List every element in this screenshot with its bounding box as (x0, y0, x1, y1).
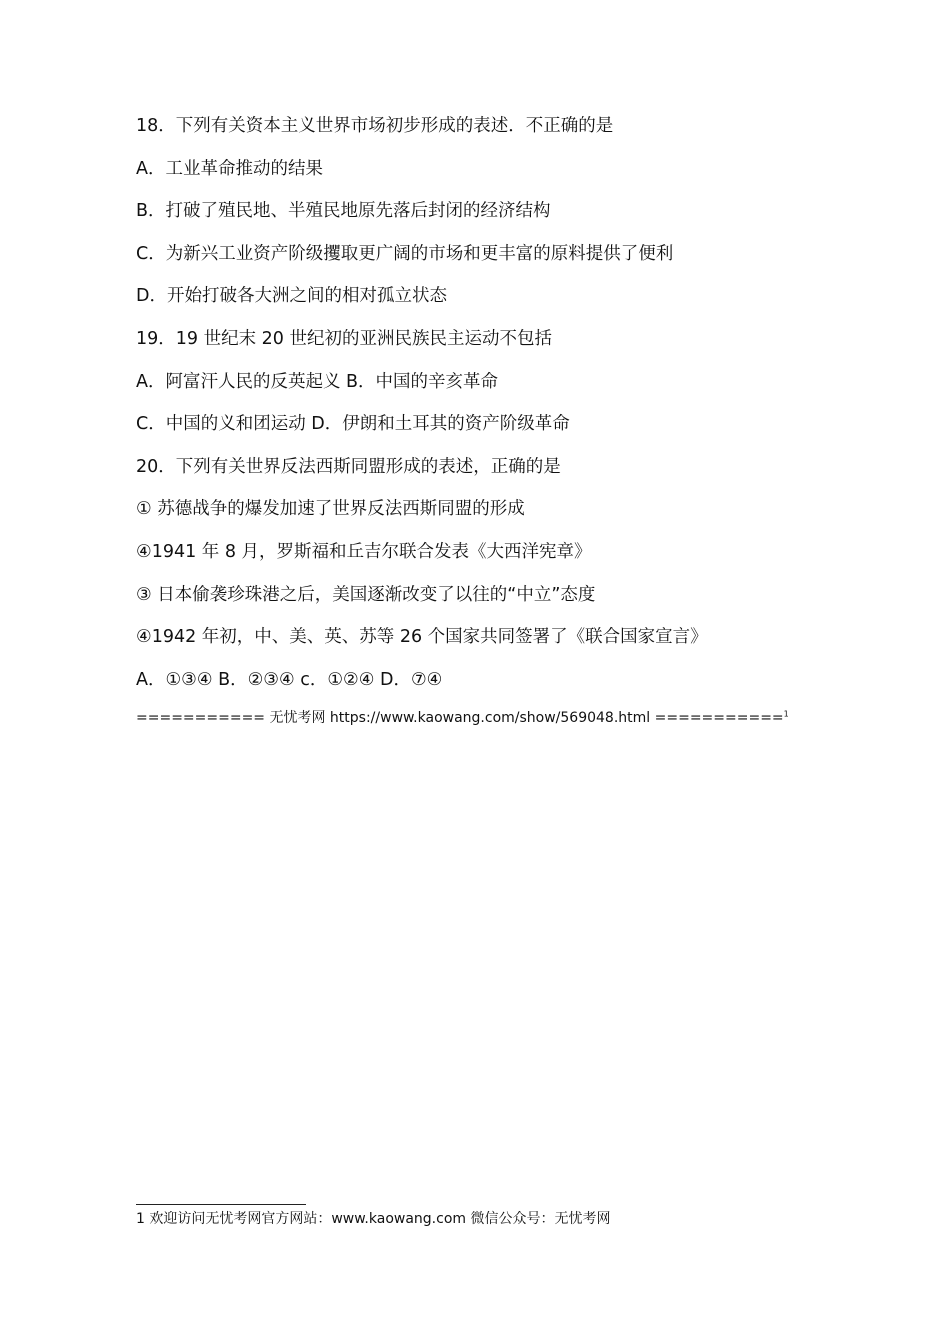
question-20-options: A．①③④ B．②③④ c．①②④ D．⑦④ (136, 669, 443, 690)
question-20-statement-3: ③ 日本偷袭珍珠港之后，美国逐渐改变了以往的“中立”态度 (136, 584, 596, 605)
footnote-text: 1 欢迎访问无忧考网官方网站：www.kaowang.com 微信公众号：无忧考网 (136, 1211, 611, 1227)
question-20-statement-2: ④1941 年 8 月，罗斯福和丘吉尔联合发表《大西洋宪章》 (136, 541, 592, 562)
question-18-stem: 18．下列有关资本主义世界市场初步形成的表述．不正确的是 (136, 116, 614, 136)
question-19-stem: 19．19 世纪末 20 世纪初的亚洲民族民主运动不包括 (136, 328, 552, 349)
source-link-line (136, 708, 789, 728)
question-19-options-ab: A．阿富汗人民的反英起义 B．中国的辛亥革命 (136, 371, 499, 392)
question-20-statement-1: ① 苏德战争的爆发加速了世界反法西斯同盟的形成 (136, 499, 525, 520)
question-18-option-b: B．打破了殖民地、半殖民地原先落后封闭的经济结构 (136, 201, 551, 222)
question-block (136, 112, 836, 708)
question-20-statement-4: ④1942 年初，中、美、英、苏等 26 个国家共同签署了《联合国家宣言》 (136, 627, 708, 648)
question-18-option-a: A．工业革命推动的结果 (136, 158, 323, 179)
footnote-marker: 1 (783, 709, 789, 719)
source-link-text[interactable]: =========== 无忧考网 https://www.kaowang.com/show/569048.html =========== (136, 710, 784, 726)
question-19-options-cd: C．中国的义和团运动 D．伊朗和土耳其的资产阶级革命 (136, 414, 570, 435)
question-18-option-d: D．开始打破各大洲之间的相对孤立状态 (136, 286, 447, 307)
footnote-divider (136, 1204, 306, 1205)
question-18-option-c: C．为新兴工业资产阶级攫取更广阔的市场和更丰富的原料提供了便利 (136, 243, 674, 264)
question-20-stem: 20．下列有关世界反法西斯同盟形成的表述，正确的是 (136, 456, 561, 477)
